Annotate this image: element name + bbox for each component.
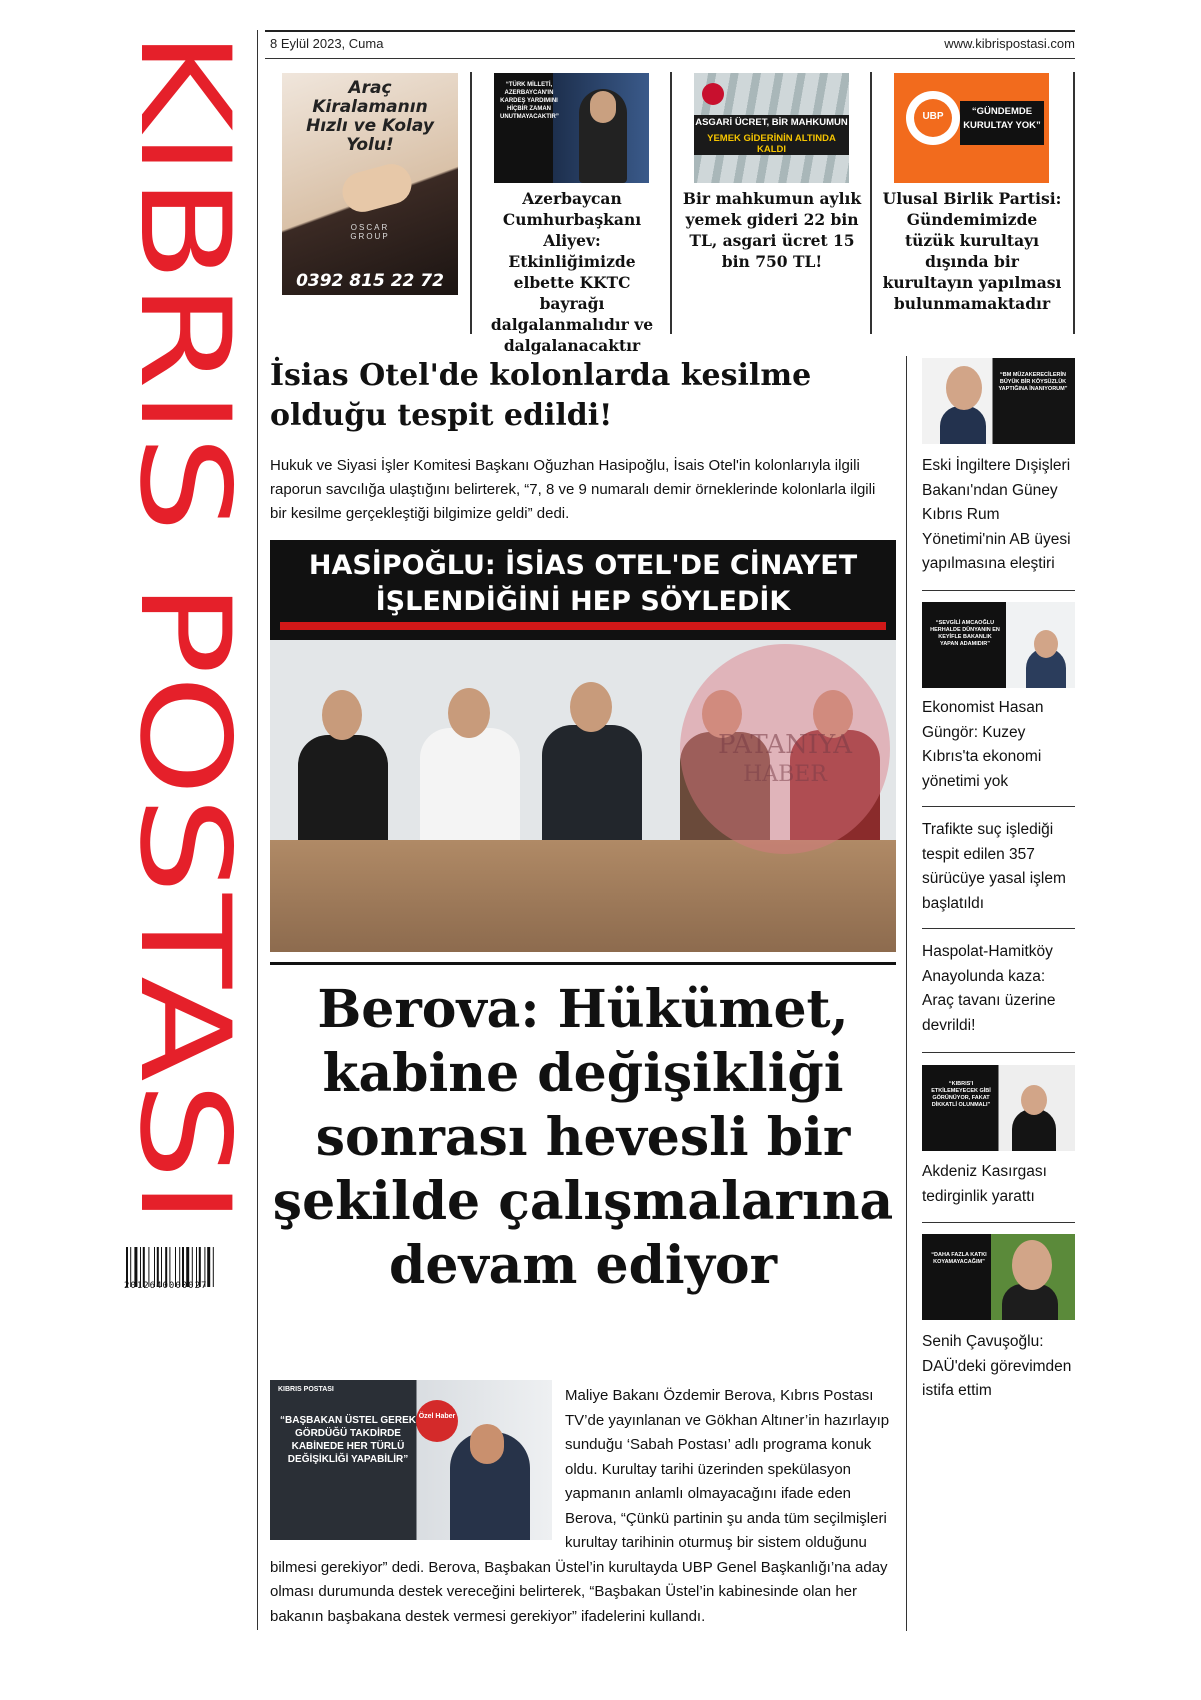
sidebar-title-2[interactable]: Ekonomist Hasan Güngör: Kuzey Kıbrıs'ta ekonomi yönetimi yok xyxy=(922,699,1044,790)
person-face xyxy=(1021,1085,1047,1115)
right-column-divider xyxy=(906,356,907,1631)
masthead-title: KIBRIS POSTASI xyxy=(112,30,256,992)
teaser-image-prisoner[interactable] xyxy=(694,73,849,183)
photo-quote: “BAŞBAKAN ÜSTEL GEREK GÖRDÜĞÜ TAKDİRDE KABİNEDE HER TÜRLÜ DEĞİŞİKLİĞİ YAPABİLİR” xyxy=(280,1415,416,1465)
sidebar-title-5[interactable]: Akdeniz Kasırgası tedirginlik yarattı xyxy=(922,1163,1047,1205)
special-news-badge-label: Özel Haber xyxy=(418,1413,456,1420)
sidebar-image-2[interactable] xyxy=(922,602,1075,688)
photo-float-spacer xyxy=(270,1384,565,1547)
column-divider xyxy=(670,72,672,334)
ad-brand-logo: OSCAR GROUP xyxy=(350,223,390,241)
photo-banner-line-1: HASİPOĞLU: İSİAS OTEL'DE CİNAYET xyxy=(308,550,858,581)
teaser-image-quote: “GÜNDEMDE KURULTAY YOK” xyxy=(963,106,1041,131)
badge-icon xyxy=(702,83,724,105)
ad-title: Araç Kiralamanın Hızlı ve Kolay Yolu! xyxy=(306,78,434,155)
car-rental-ad[interactable] xyxy=(282,73,458,295)
teaser-image-quote: “TÜRK MİLLETİ, AZERBAYCAN'IN KARDEŞ YARDIMINI HİÇBİR ZAMAN UNUTMAYACAKTIR” xyxy=(500,82,559,120)
barcode-number: 2012640000027 xyxy=(124,1281,208,1291)
person-figure xyxy=(542,725,642,853)
teaser-title-ubp[interactable]: Ulusal Birlik Partisi: Gündemimizde tüzük kurultayı dışında bir kurultayın yapılması bulunmamaktadır xyxy=(882,189,1062,313)
sidebar-image-6[interactable] xyxy=(922,1234,1075,1320)
person-face xyxy=(570,682,612,732)
teaser-title-prisoner[interactable]: Bir mahkumun aylık yemek gideri 22 bin TL, asgari ücret 15 bin 750 TL! xyxy=(682,189,862,271)
sidebar-title-3[interactable]: Trafikte suç işlediği tespit edilen 357 sürücüye yasal işlem başlatıldı xyxy=(922,821,1066,912)
top-bar xyxy=(270,36,1075,56)
teaser-image-line-1: ASGARİ ÜCRET, BİR MAHKUMUN xyxy=(695,117,848,128)
person-figure xyxy=(298,735,388,855)
column-divider xyxy=(870,72,872,334)
masthead-logo xyxy=(12,30,262,1230)
person-figure xyxy=(1012,1109,1056,1151)
main-body: Maliye Bakanı Özdemir Berova, Kıbrıs Postası TV’de yayınlanan ve Gökhan Altıner’in hazırlayıp sunduğu ‘Sabah Postası’ adlı programa konuk oldu. Kurultay tarihi üzerinden spekülasyon yapmanın anlamlı olmayacağını ifade eden Berova, “Çünkü partinin şu anda tüm seçilmişleri kurultay tarihinin oturmuş bir sistem olduğunu bilmesi gerekiyor” dedi. Berova, Başbakan Üstel’in kurultayda UBP Genel Başkanlığı’na aday olması durumunda destek vereceğini belirterek, “Başbakan Üstel’in kabinesinde olan her bakanın başbakana destek vermesi gerekiyor” ifadelerini kullandı. xyxy=(270,1387,890,1625)
watermark-subtext: HABER xyxy=(743,762,827,787)
sidebar-divider xyxy=(922,590,1075,591)
ubp-logo-text: UBP xyxy=(922,111,944,122)
sidebar-divider xyxy=(922,806,1075,807)
website-link[interactable]: www.kibrispostasi.com xyxy=(944,36,1075,51)
sidebar-image-5[interactable] xyxy=(922,1065,1075,1151)
sidebar-image-quote: “SEVGİLİ AMCAOĞLU HERHALDE DÜNYANIN EN KEYİFLE BAKANLIK YAPAN ADAMIDIR” xyxy=(930,620,1000,647)
sidebar-title-4[interactable]: Haspolat-Hamitköy Anayolunda kaza: Araç tavanı üzerine devrildi! xyxy=(922,943,1056,1034)
person-figure xyxy=(420,728,520,853)
main-body-container xyxy=(270,1384,896,1629)
person-figure xyxy=(940,406,986,444)
photo-banner-accent xyxy=(280,622,886,630)
hand-with-key-image xyxy=(338,160,416,217)
sidebar-image-quote: “KIBRIS'I ETKİLEMEYECEK GİBİ GÖRÜNÜYOR, FAKAT DİKKATLİ OLUNMALI” xyxy=(931,1081,991,1108)
person-face xyxy=(448,688,490,738)
sidebar-image-quote: “DAHA FAZLA KATKI KOYAMAYACAĞIM” xyxy=(931,1252,987,1265)
person-face xyxy=(322,690,362,740)
column-divider xyxy=(470,72,472,334)
photo-banner-line-2: İŞLENDİĞİNİ HEP SÖYLEDİK xyxy=(375,586,791,617)
teaser-title-aliyev[interactable]: Azerbaycan Cumhurbaşkanı Aliyev: Etkinliğimizde elbette KKTC bayrağı dalgalanmalıdır ve dalgalanacaktır xyxy=(490,189,654,355)
photo-logo: KIBRIS POSTASI xyxy=(278,1386,334,1393)
main-headline[interactable]: Berova: Hükümet, kabine değişikliği sonrası hevesli bir şekilde çalışmalarına devam ediyor xyxy=(272,979,894,1296)
sidebar-divider xyxy=(922,1052,1075,1053)
sidebar-title-1[interactable]: Eski İngiltere Dışişleri Bakanı'ndan Güney Kıbrıs Rum Yönetimi'nin AB üyesi yapılmasına eleştiri xyxy=(922,457,1071,572)
person-face xyxy=(946,366,982,410)
teaser-image-ubp[interactable] xyxy=(894,73,1049,183)
sidebar-image-quote: “BM MÜZAKERECİLERİN BÜYÜK BİR KÖYSÜZLÜK YAPTIĞINA İNANIYORUM” xyxy=(998,372,1068,392)
sidebar-image-1[interactable] xyxy=(922,358,1075,444)
lead-photo[interactable] xyxy=(270,540,896,952)
teaser-image-aliyev[interactable] xyxy=(494,73,649,183)
sidebar-title-6[interactable]: Senih Çavuşoğlu: DAÜ'deki görevimden istifa ettim xyxy=(922,1333,1072,1399)
section-rule xyxy=(270,962,896,965)
top-rule xyxy=(265,30,1075,32)
teaser-image-line-2: YEMEK GİDERİNİN ALTINDA KALDI xyxy=(707,133,836,155)
page-left-rule xyxy=(257,30,258,1630)
lead-body: Hukuk ve Siyasi İşler Komitesi Başkanı Oğuzhan Hasipoğlu, İsais Otel'in kolonlarıyla ilgili raporun savcılığa ulaştığını belirterek, “7, 8 ve 9 numaralı demir örneklerinde kolonlarla ilgili bir kesilme gerçekleştiği bilgimize geldi” dedi. xyxy=(270,457,876,522)
sidebar-divider xyxy=(922,1222,1075,1223)
person-face xyxy=(1034,630,1058,658)
sidebar-divider xyxy=(922,928,1075,929)
ad-phone: 0392 815 22 72 xyxy=(296,271,444,291)
person-face xyxy=(590,91,616,123)
column-divider xyxy=(1073,72,1075,334)
lead-headline[interactable]: İsias Otel'de kolonlarda kesilme olduğu tespit edildi! xyxy=(270,358,812,433)
photo-table xyxy=(270,840,896,952)
top-rule-lower xyxy=(265,58,1075,59)
person-face xyxy=(1012,1240,1052,1290)
watermark-text: PATANIYA xyxy=(717,730,853,760)
issue-date: 8 Eylül 2023, Cuma xyxy=(270,36,384,51)
